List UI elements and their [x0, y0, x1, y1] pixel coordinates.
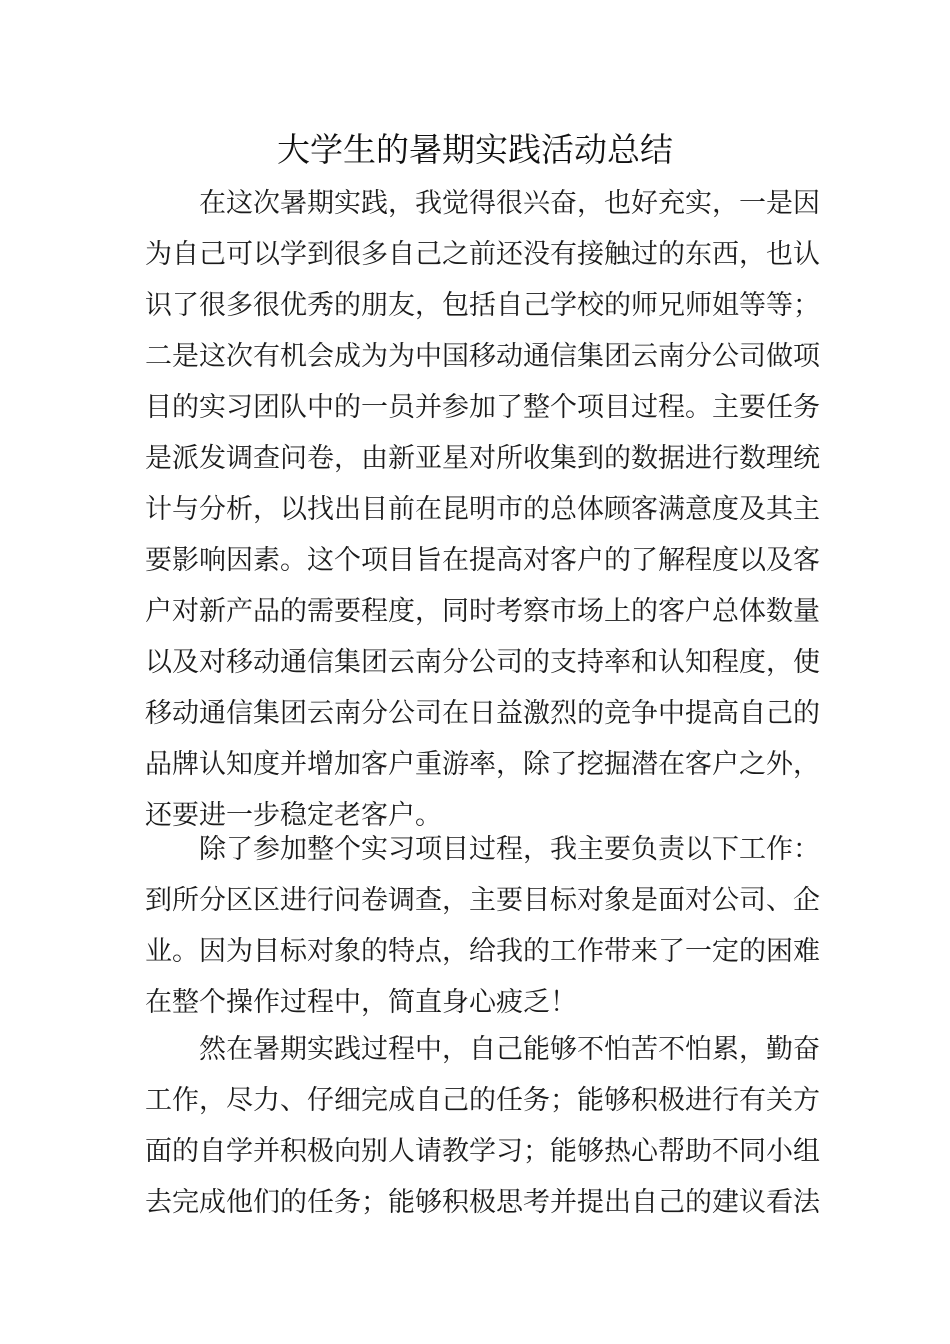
paragraph-1 [145, 178, 820, 841]
text-line: 然在暑期实践过程中，自己能够不怕苦不怕累，勤奋 [199, 1034, 820, 1065]
text-line: 识了很多很优秀的朋友，包括自己学校的师兄师姐等等； [145, 290, 820, 321]
text-line: 业。因为目标对象的特点，给我的工作带来了一定的困难 [145, 936, 820, 967]
text-line: 为自己可以学到很多自己之前还没有接触过的东西，也认 [145, 239, 820, 270]
text-line: 二是这次有机会成为为中国移动通信集团云南分公司做项 [145, 341, 820, 372]
text-line: 到所分区区进行问卷调查，主要目标对象是面对公司、企 [145, 885, 820, 916]
text-line: 工作，尽力、仔细完成自己的任务；能够积极进行有关方 [145, 1085, 820, 1116]
text-line: 面的自学并积极向别人请教学习；能够热心帮助不同小组 [145, 1136, 820, 1167]
text-line: 以及对移动通信集团云南分公司的支持率和认知程度，使 [145, 647, 820, 678]
paragraph-2 [145, 824, 820, 1028]
text-line: 在整个操作过程中，简直身心疲乏！ [145, 987, 577, 1018]
text-line: 目的实习团队中的一员并参加了整个项目过程。主要任务 [145, 392, 820, 423]
paragraph-3 [145, 1024, 820, 1228]
text-line: 去完成他们的任务；能够积极思考并提出自己的建议看法 [145, 1187, 820, 1218]
document-title: 大学生的暑期实践活动总结 [277, 130, 673, 169]
text-line: 还要进一步稳定老客户。 [145, 800, 442, 831]
text-line: 品牌认知度并增加客户重游率，除了挖掘潜在客户之外， [145, 749, 820, 780]
text-line: 户对新产品的需要程度，同时考察市场上的客户总体数量 [145, 596, 820, 627]
text-line: 移动通信集团云南分公司在日益激烈的竞争中提高自己的 [145, 698, 820, 729]
text-line: 要影响因素。这个项目旨在提高对客户的了解程度以及客 [145, 545, 820, 576]
text-line: 在这次暑期实践，我觉得很兴奋，也好充实，一是因 [199, 188, 820, 219]
text-line: 计与分析，以找出目前在昆明市的总体顾客满意度及其主 [145, 494, 820, 525]
text-line: 除了参加整个实习项目过程，我主要负责以下工作： [199, 834, 820, 865]
text-line: 是派发调查问卷，由新亚星对所收集到的数据进行数理统 [145, 443, 820, 474]
